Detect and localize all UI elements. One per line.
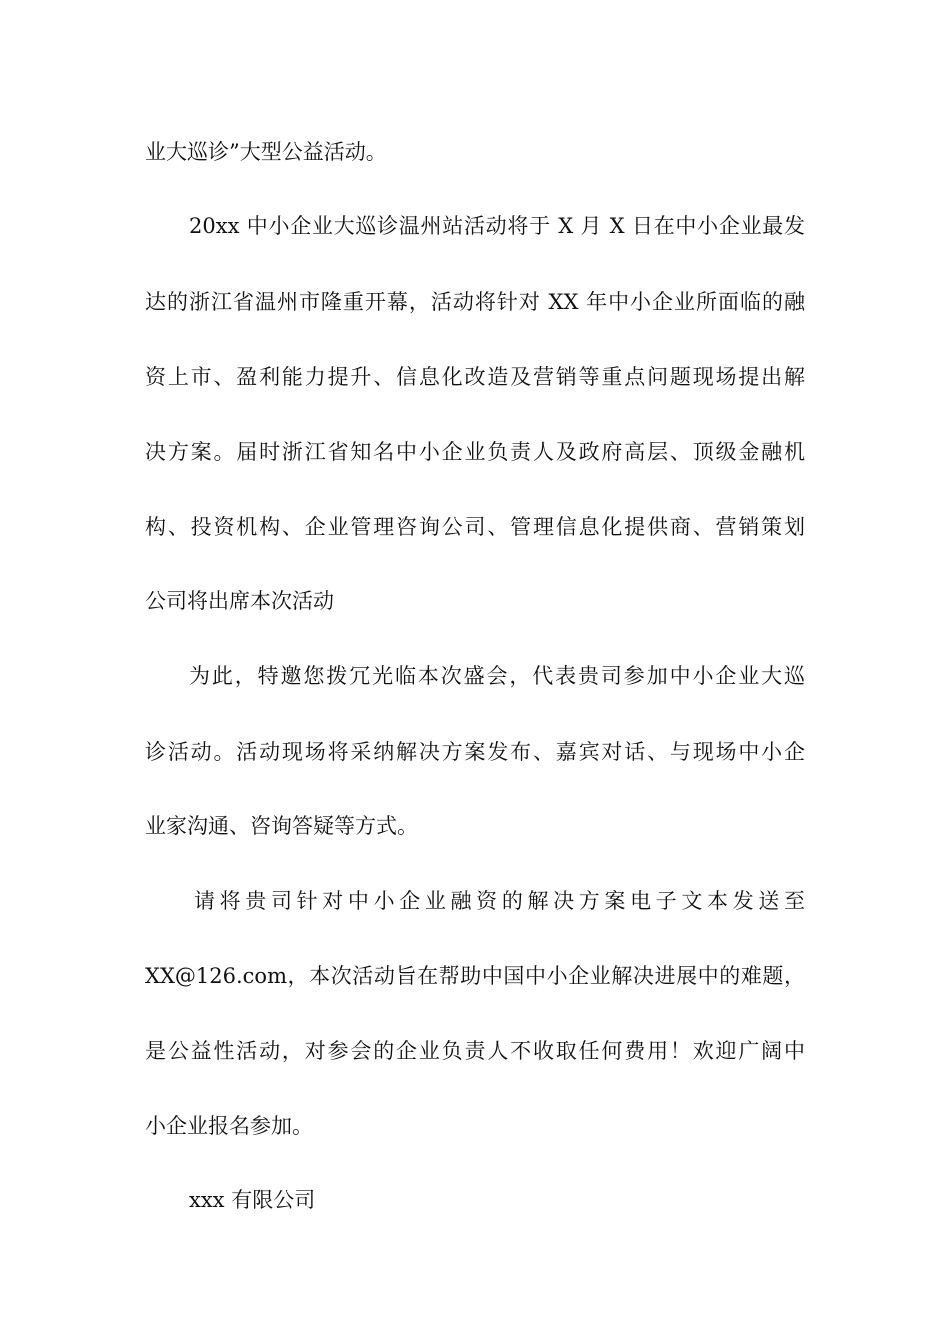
paragraph-2-line-1: 20xx 中小企业大巡诊温州站活动将于 X 月 X 日在中小企业最发 (189, 214, 805, 238)
paragraph-4-line-1: 请将贵司针对中小企业融资的解决方案电子文本发送至 (194, 889, 805, 913)
paragraph-2-line-5: 构、投资机构、企业管理咨询公司、管理信息化提供商、营销策划 (145, 515, 805, 539)
paragraph-3-line-1: 为此，特邀您拨冗光临本次盛会，代表贵司参加中小企业大巡 (189, 664, 805, 688)
paragraph-3-line-3: 业家沟通、咨询答疑等方式。 (145, 814, 418, 838)
paragraph-4-line-4: 小企业报名参加。 (145, 1114, 313, 1138)
paragraph-2-line-2: 达的浙江省温州市隆重开幕，活动将针对 XX 年中小企业所面临的融 (145, 290, 805, 314)
paragraph-2-line-4: 决方案。届时浙江省知名中小企业负责人及政府高层、顶级金融机 (145, 440, 805, 464)
paragraph-4-line-2: XX@126.com，本次活动旨在帮助中国中小企业解决进展中的难题， (145, 964, 805, 988)
signature-company-name: xxx 有限公司 (189, 1188, 316, 1212)
paragraph-1-line-1: 业大巡诊”大型公益活动。 (145, 140, 387, 164)
paragraph-3-line-2: 诊活动。活动现场将采纳解决方案发布、嘉宾对话、与现场中小企 (145, 740, 805, 764)
paragraph-2-line-3: 资上市、盈利能力提升、信息化改造及营销等重点问题现场提出解 (145, 365, 805, 389)
paragraph-2-line-6: 公司将出席本次活动 (145, 589, 334, 613)
paragraph-4-line-3: 是公益性活动，对参会的企业负责人不收取任何费用！欢迎广阔中 (145, 1039, 805, 1063)
